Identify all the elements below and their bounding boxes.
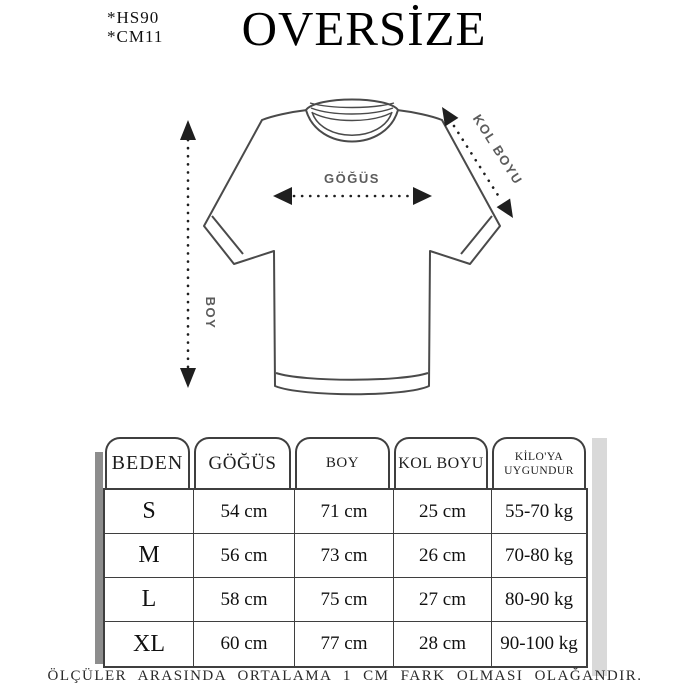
length-arrowhead-down xyxy=(180,368,196,388)
chest-cell-m: 56 cm xyxy=(194,534,295,578)
product-code-2: *CM11 xyxy=(107,27,164,46)
size-cell-s: S xyxy=(105,490,194,534)
length-cell-xl: 77 cm xyxy=(295,622,394,666)
length-arrowhead-up xyxy=(180,120,196,140)
sleeve-label: KOL BOYU xyxy=(469,111,526,188)
chest-cell-xl: 60 cm xyxy=(194,622,295,666)
length-label: BOY xyxy=(203,296,218,330)
sleeve-cell-l: 27 cm xyxy=(394,578,492,622)
measurement-disclaimer: ÖLÇÜLER ARASINDA ORTALAMA 1 CM FARK OLMASI OLAĞANDIR. xyxy=(47,668,643,684)
tshirt-measurement-diagram xyxy=(140,70,580,430)
column-header-kiloya-uygundur: KİLO'YA UYGUNDUR xyxy=(490,437,588,488)
column-header-gogus: GÖĞÜS xyxy=(192,437,293,488)
column-header-kol-boyu: KOL BOYU xyxy=(392,437,490,488)
chest-label: GÖĞÜS xyxy=(324,171,380,186)
size-table-body xyxy=(103,488,588,668)
size-cell-xl: XL xyxy=(105,622,194,666)
size-table xyxy=(103,437,588,668)
weight-cell-m: 70-80 kg xyxy=(492,534,586,578)
chest-cell-s: 54 cm xyxy=(194,490,295,534)
length-arrow xyxy=(180,120,196,388)
sleeve-cell-xl: 28 cm xyxy=(394,622,492,666)
weight-cell-s: 55-70 kg xyxy=(492,490,586,534)
size-cell-m: M xyxy=(105,534,194,578)
size-table-header xyxy=(103,437,588,488)
weight-cell-l: 80-90 kg xyxy=(492,578,586,622)
column-header-beden: BEDEN xyxy=(103,437,192,488)
length-cell-m: 73 cm xyxy=(295,534,394,578)
sleeve-cell-m: 26 cm xyxy=(394,534,492,578)
tshirt-outline xyxy=(204,100,500,395)
product-code-1: *HS90 xyxy=(107,8,160,27)
table-shadow-right xyxy=(592,438,607,676)
size-cell-l: L xyxy=(105,578,194,622)
chest-cell-l: 58 cm xyxy=(194,578,295,622)
page-title: OVERSİZE xyxy=(241,1,487,56)
sleeve-cell-s: 25 cm xyxy=(394,490,492,534)
table-shadow-left xyxy=(95,452,103,664)
sleeve-arrowhead-down xyxy=(497,199,513,219)
length-cell-s: 71 cm xyxy=(295,490,394,534)
length-cell-l: 75 cm xyxy=(295,578,394,622)
weight-cell-xl: 90-100 kg xyxy=(500,633,578,654)
column-header-boy: BOY xyxy=(293,437,392,488)
